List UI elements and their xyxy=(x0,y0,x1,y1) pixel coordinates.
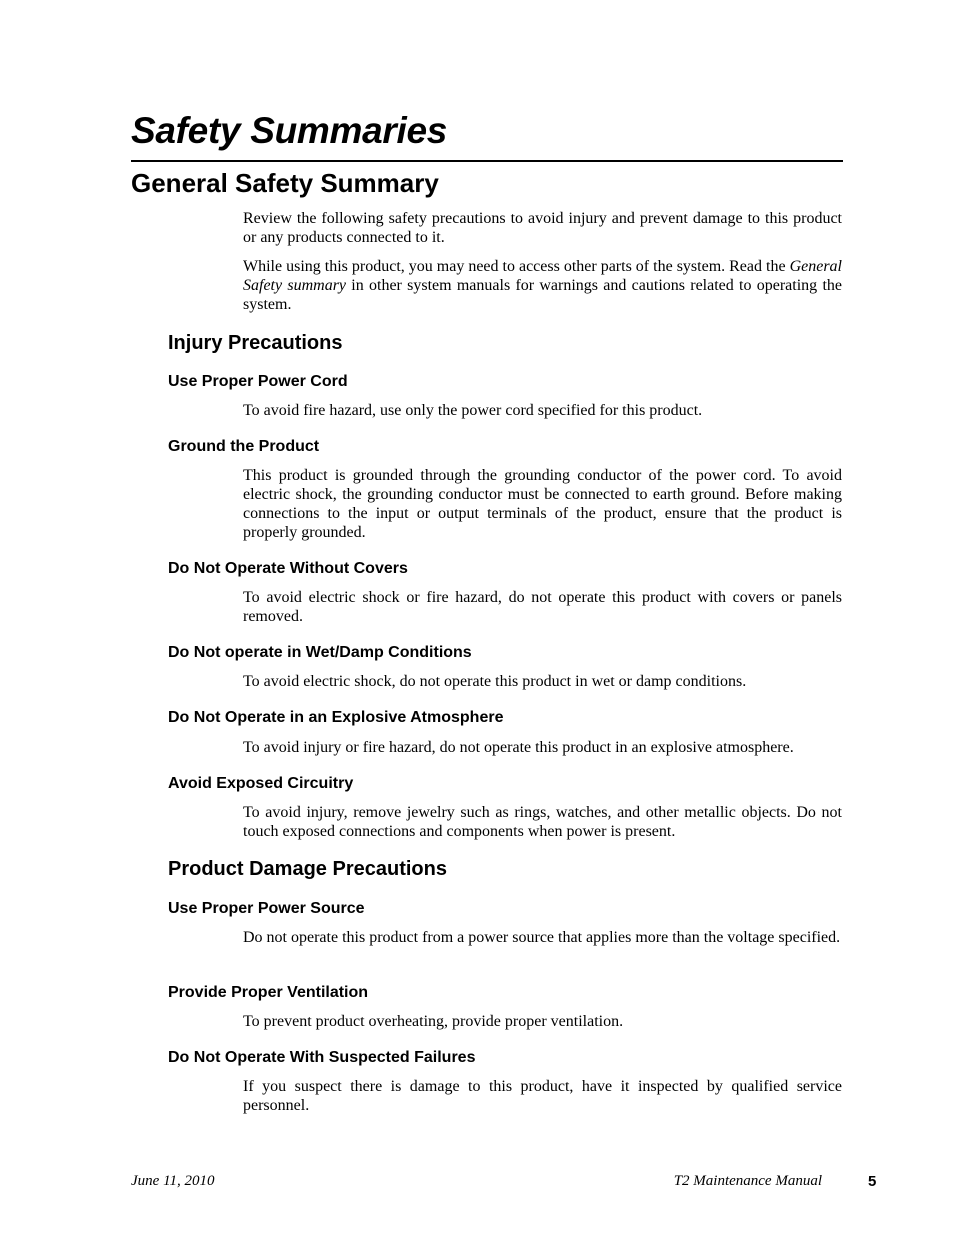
item-text-covers: To avoid electric shock or fire hazard, do not operate this product with covers or panels removed. xyxy=(243,589,842,625)
item-heading-explosive: Do Not Operate in an Explosive Atmosphere xyxy=(168,709,504,726)
item-text-wet-damp: To avoid electric shock, do not operate this product in wet or damp conditions. xyxy=(243,673,747,690)
item-heading-circuitry: Avoid Exposed Circuitry xyxy=(168,775,354,792)
item-heading-power-source: Use Proper Power Source xyxy=(168,900,365,917)
intro-text: While using this product, you may need to access other parts of the system. Read the xyxy=(243,258,790,275)
title-rule xyxy=(131,160,843,162)
injury-precautions-heading: Injury Precautions xyxy=(168,332,343,354)
item-heading-ventilation: Provide Proper Ventilation xyxy=(168,984,369,1001)
damage-precautions-heading: Product Damage Precautions xyxy=(168,858,447,880)
footer-date: June 11, 2010 xyxy=(131,1173,215,1189)
intro-reference: General Safety summary xyxy=(243,258,842,294)
intro-paragraph-1: Review the following safety precautions to avoid injury and prevent damage to this product or any products connected to it. xyxy=(243,210,842,246)
section-title: General Safety Summary xyxy=(131,168,439,198)
item-text-failures: If you suspect there is damage to this product, have it inspected by qualified service personnel. xyxy=(243,1078,842,1114)
item-heading-wet-damp: Do Not operate in Wet/Damp Conditions xyxy=(168,644,472,661)
item-heading-failures: Do Not Operate With Suspected Failures xyxy=(168,1049,476,1066)
item-text-ventilation: To prevent product overheating, provide proper ventilation. xyxy=(243,1013,624,1030)
item-heading-power-cord: Use Proper Power Cord xyxy=(168,373,348,390)
item-text-circuitry: To avoid injury, remove jewelry such as rings, watches, and other metallic objects. Do not touch exposed connections and components when power is present. xyxy=(243,804,842,840)
item-text-power-cord: To avoid fire hazard, use only the power cord specified for this product. xyxy=(243,402,703,419)
page-title: Safety Summaries xyxy=(131,110,448,151)
item-text-power-source: Do not operate this product from a power source that applies more than the voltage specified. xyxy=(243,929,841,946)
item-heading-ground: Ground the Product xyxy=(168,438,320,455)
item-text-ground: This product is grounded through the grounding conductor of the power cord. To avoid electric shock, the grounding conductor must be connected to earth ground. Before making connections to the input or output terminals of the product, ensure that the product is properly grounded. xyxy=(243,467,842,541)
intro-text-end: in other system manuals for warnings and cautions related to operating the system. xyxy=(243,277,842,313)
item-heading-covers: Do Not Operate Without Covers xyxy=(168,560,408,577)
intro-paragraph-2 xyxy=(243,257,842,314)
page-number: 5 xyxy=(868,1173,877,1190)
item-text-explosive: To avoid injury or fire hazard, do not operate this product in an explosive atmosphere. xyxy=(243,739,794,756)
footer-manual-title: T2 Maintenance Manual xyxy=(673,1173,822,1189)
